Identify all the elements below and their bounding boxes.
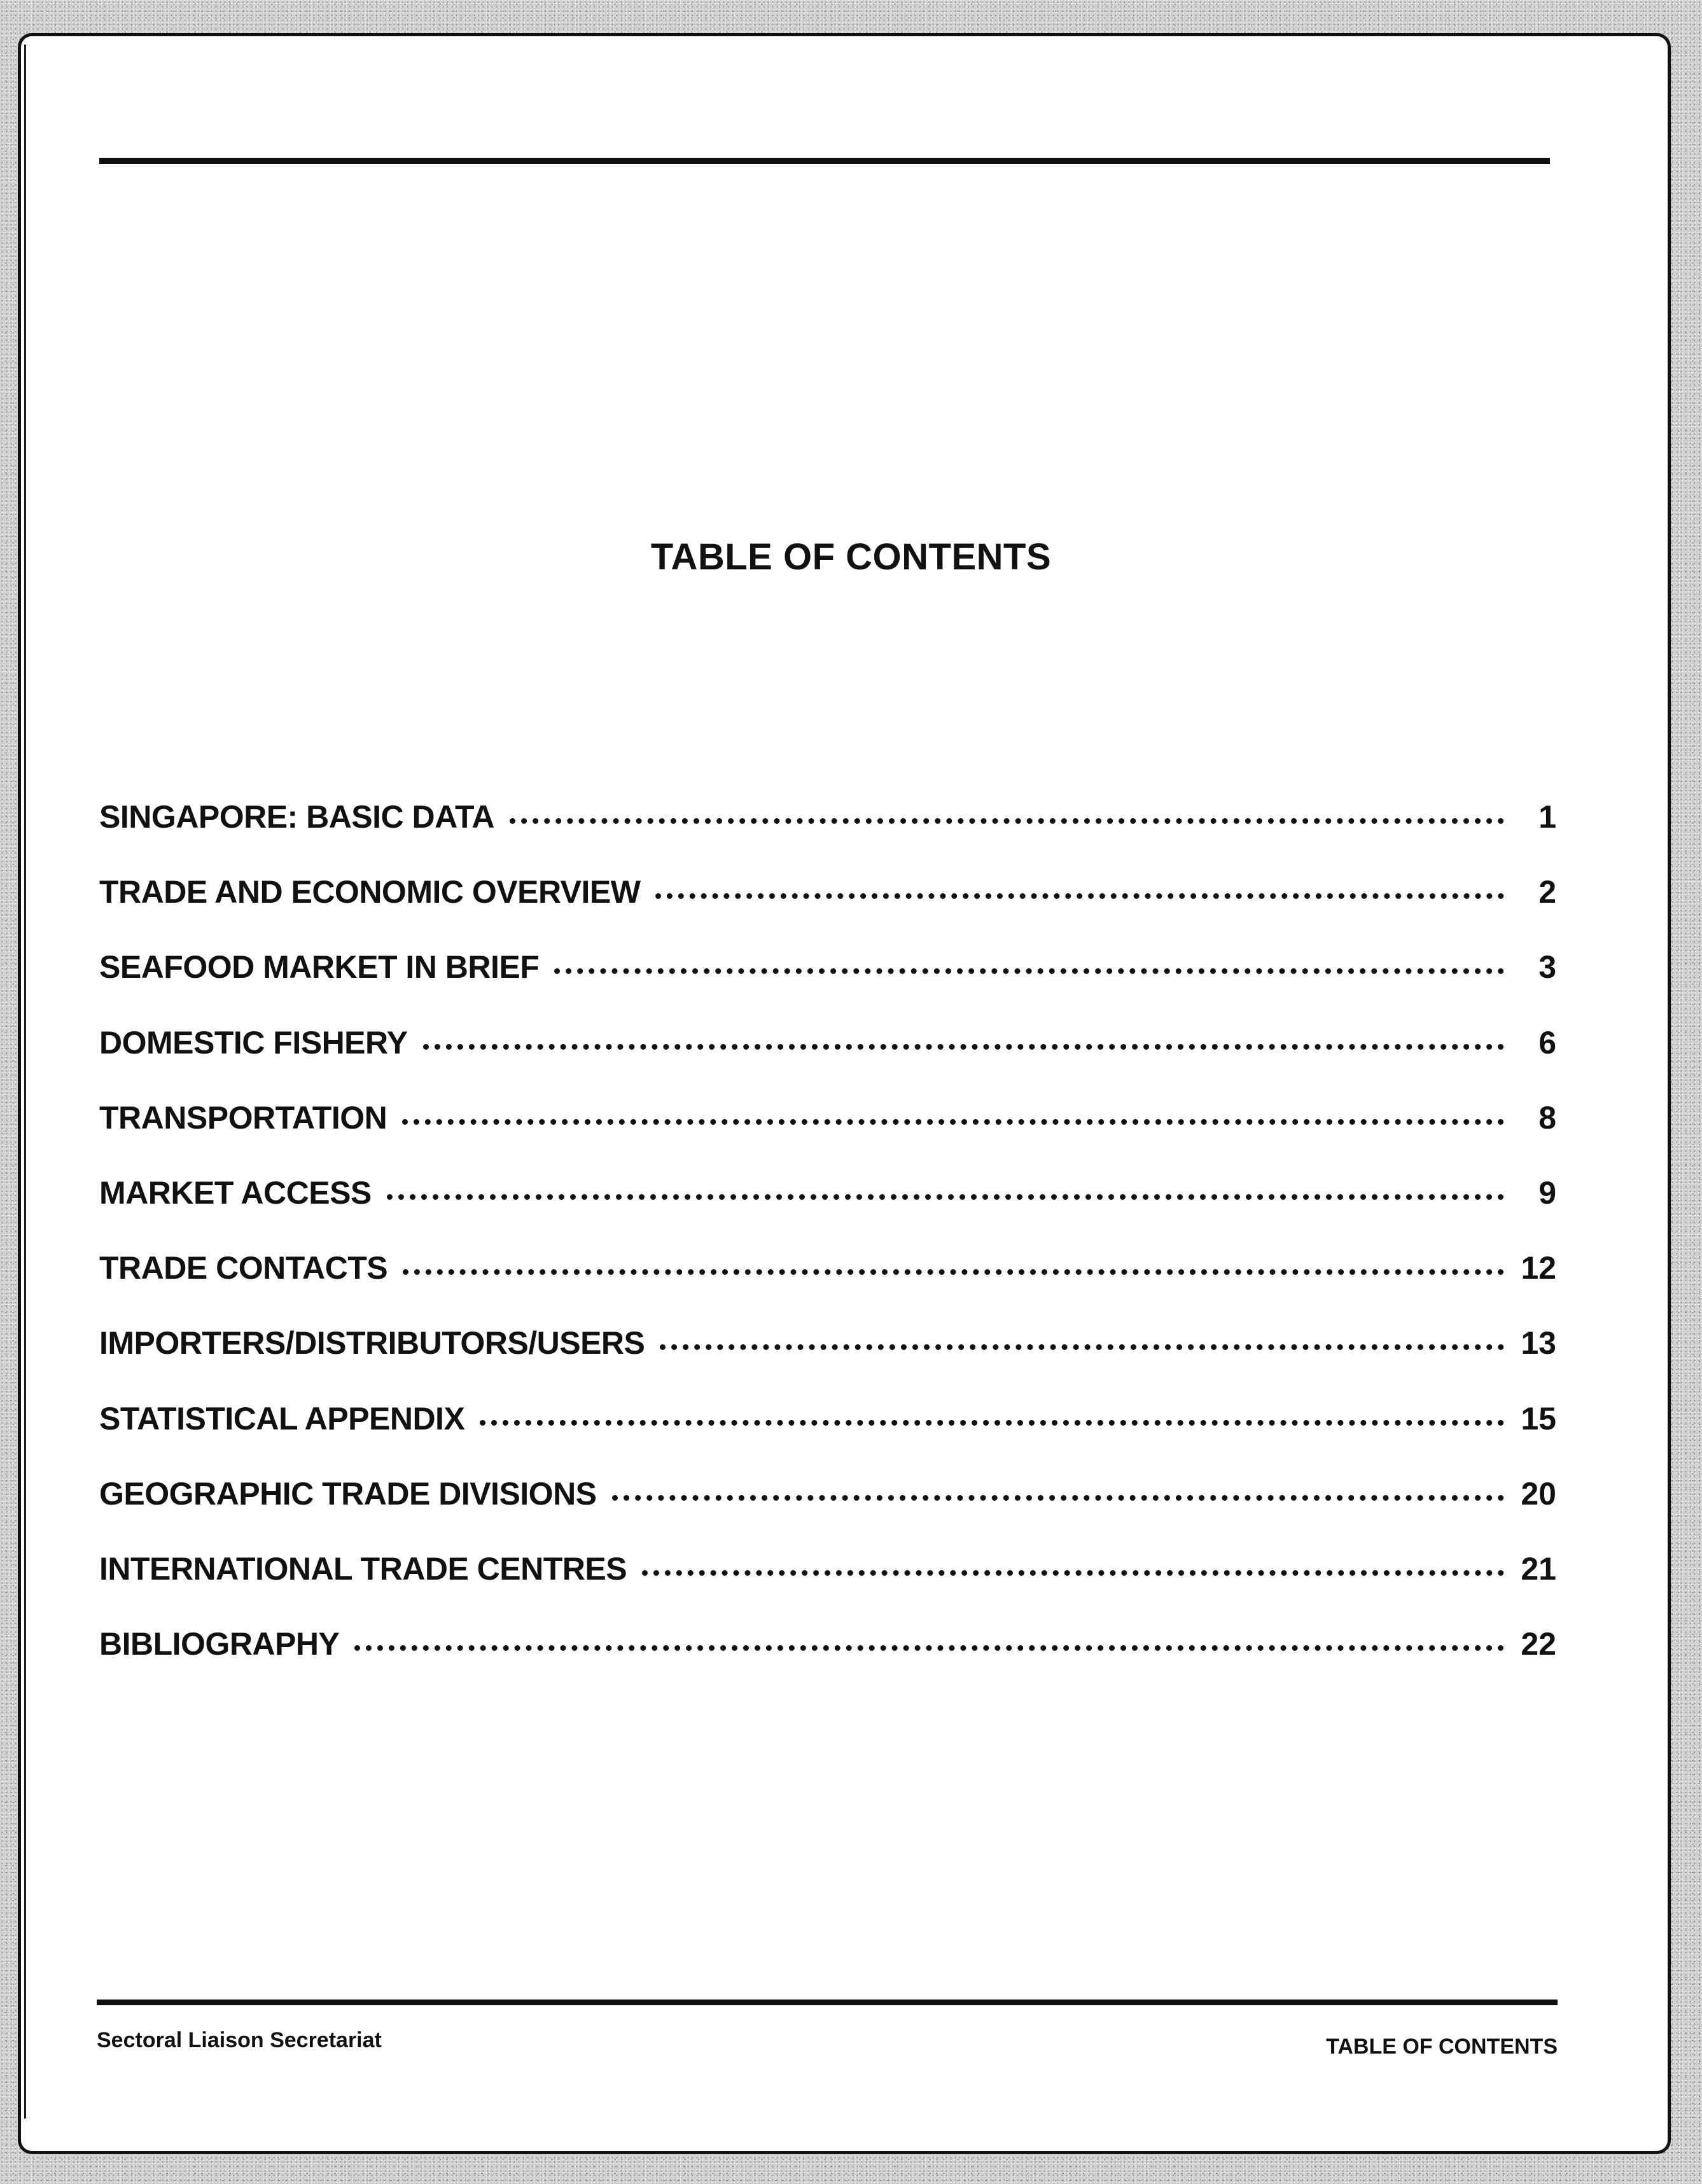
toc-entry — [99, 1400, 1556, 1475]
footer-organization: Sectoral Liaison Secretariat — [97, 2028, 382, 2052]
toc-entry — [99, 1550, 1556, 1625]
toc-entry-page: 2 — [1538, 874, 1556, 910]
toc-dot-leader — [403, 1269, 1504, 1275]
toc-dot-leader — [423, 1044, 1504, 1050]
header-rule — [99, 158, 1550, 164]
toc-entry-page: 3 — [1538, 949, 1556, 985]
binding-edge — [24, 45, 26, 2118]
toc-entry-page: 15 — [1521, 1400, 1556, 1436]
toc-entry — [99, 798, 1556, 873]
toc-entry-label: SEAFOOD MARKET IN BRIEF — [99, 949, 540, 985]
toc-entry-page: 1 — [1538, 799, 1556, 835]
toc-entry — [99, 1099, 1556, 1174]
toc-entry-label: TRADE AND ECONOMIC OVERVIEW — [99, 874, 641, 910]
footer-section-title: TABLE OF CONTENTS — [1326, 2034, 1558, 2059]
toc-dot-leader — [655, 893, 1504, 899]
toc-entry-label: TRANSPORTATION — [99, 1099, 387, 1136]
toc-entry — [99, 873, 1556, 949]
toc-dot-leader — [354, 1645, 1504, 1651]
toc-entry — [99, 1325, 1556, 1400]
toc-entry-page: 22 — [1521, 1626, 1556, 1662]
toc-entry — [99, 1475, 1556, 1550]
toc-entry-page: 9 — [1538, 1174, 1556, 1211]
toc-dot-leader — [387, 1194, 1504, 1200]
toc-entry-label: SINGAPORE: BASIC DATA — [99, 799, 494, 835]
toc-entry-page: 8 — [1538, 1099, 1556, 1136]
toc-dot-leader — [510, 818, 1504, 824]
toc-dot-leader — [480, 1420, 1504, 1426]
toc-entry-label: BIBLIOGRAPHY — [99, 1626, 340, 1662]
toc-entry-label: MARKET ACCESS — [99, 1174, 372, 1211]
toc-entry-page: 21 — [1521, 1550, 1556, 1587]
toc-entry-page: 12 — [1521, 1250, 1556, 1286]
toc-entry-label: DOMESTIC FISHERY — [99, 1024, 408, 1061]
toc-dot-leader — [642, 1570, 1504, 1576]
toc-entry — [99, 1174, 1556, 1249]
footer-rule — [97, 2000, 1558, 2005]
toc-list — [99, 798, 1556, 1701]
toc-entry — [99, 1625, 1556, 1701]
toc-entry-label: IMPORTERS/DISTRIBUTORS/USERS — [99, 1325, 645, 1361]
toc-entry-label: INTERNATIONAL TRADE CENTRES — [99, 1550, 627, 1587]
toc-entry — [99, 949, 1556, 1024]
toc-entry-label: STATISTICAL APPENDIX — [99, 1400, 465, 1436]
toc-entry-label: TRADE CONTACTS — [99, 1250, 388, 1286]
toc-dot-leader — [402, 1119, 1504, 1125]
toc-entry-page: 20 — [1521, 1475, 1556, 1512]
toc-entry-page: 6 — [1538, 1024, 1556, 1061]
toc-entry — [99, 1249, 1556, 1325]
toc-dot-leader — [554, 968, 1504, 974]
page-title: TABLE OF CONTENTS — [650, 536, 1052, 578]
toc-entry-label: GEOGRAPHIC TRADE DIVISIONS — [99, 1475, 597, 1512]
toc-dot-leader — [660, 1344, 1504, 1350]
toc-dot-leader — [612, 1495, 1504, 1501]
toc-entry-page: 13 — [1521, 1325, 1556, 1361]
toc-entry — [99, 1024, 1556, 1099]
